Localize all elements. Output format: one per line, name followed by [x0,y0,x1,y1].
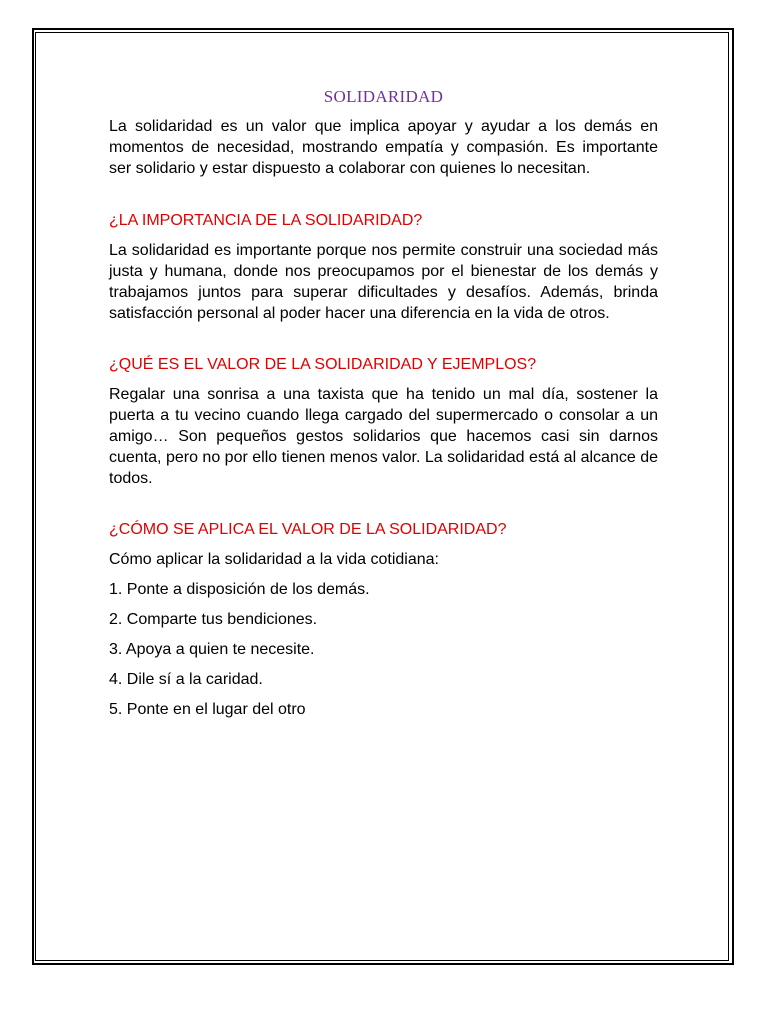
list-item: 1. Ponte a disposición de los demás. [109,581,370,598]
document-title: SOLIDARIDAD [323,87,444,106]
section-heading-apply: ¿CÓMO SE APLICA EL VALOR DE LA SOLIDARIDAD? [109,521,507,538]
list-item: 3. Apoya a quien te necesite. [109,641,315,658]
section-body-examples: Regalar una sonrisa a una taxista que ha tenido un mal día, sostener la puerta a tu vecino cuando llega cargado del supermercado o consolar a un amigo… Son pequeños gestos solidarios que hacemos casi sin darnos cuenta, pero no por ello tienen menos valor. La solidaridad está al alcance de todos. [109,386,658,487]
list-item: 2. Comparte tus bendiciones. [109,611,318,628]
section-intro-apply: Cómo aplicar la solidaridad a la vida cotidiana: [109,551,439,568]
section-body-importance: La solidaridad es importante porque nos permite construir una sociedad más justa y humana, donde nos preocupamos por el bienestar de los demás y trabajamos juntos para superar dificultades y desafíos. Además, brinda satisfacción personal al poder hacer una diferencia en la vida de otros. [109,242,658,322]
list-item: 5. Ponte en el lugar del otro [109,701,306,718]
intro-paragraph: La solidaridad es un valor que implica apoyar y ayudar a los demás en momentos de necesidad, mostrando empatía y compasión. Es importante ser solidario y estar dispuesto a colaborar con quienes lo necesitan. [109,118,658,177]
section-heading-importance: ¿LA IMPORTANCIA DE LA SOLIDARIDAD? [109,212,423,229]
list-item: 4. Dile sí a la caridad. [109,671,263,688]
section-heading-examples: ¿QUÉ ES EL VALOR DE LA SOLIDARIDAD Y EJEMPLOS? [109,356,537,373]
document-body [109,86,658,720]
